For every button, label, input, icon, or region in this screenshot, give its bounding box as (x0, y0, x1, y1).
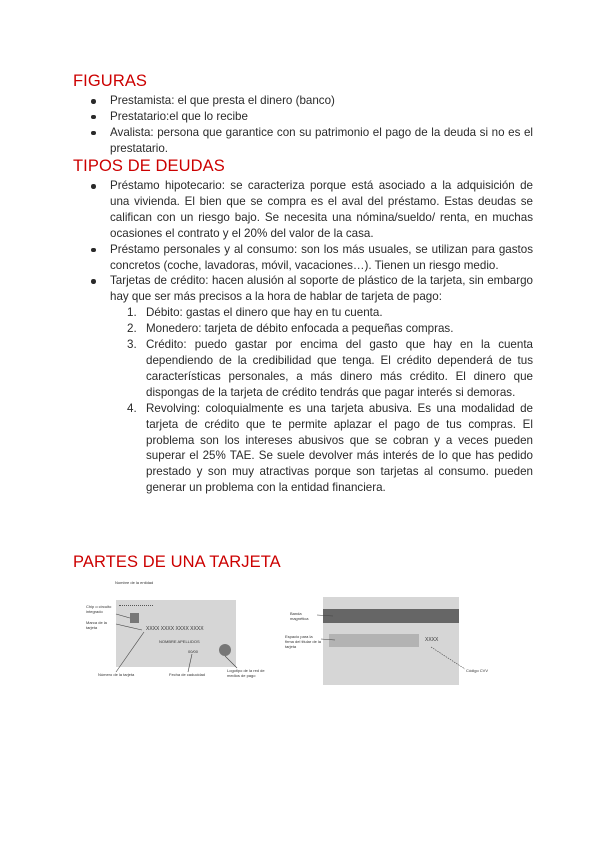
list-item: Préstamo hipotecario: se caracteriza porque está asociado a la adquisición de una vivienda. El bien que se compra es el aval del préstamo. Estas deudas se califican con un riesgo bajo. Se necesita una nómina/sueldo/ renta, en muchas ocasiones el contrato y el 20% del valor de la casa. (73, 178, 533, 242)
tipos-list (73, 178, 533, 496)
list-item: Avalista: persona que garantice con su patrimonio el pago de la deuda si no es el prestatario. (73, 125, 533, 157)
list-item: Préstamo personales y al consumo: son los más usuales, se utilizan para gastos concretos (coche, lavadoras, móvil, vacaciones…). Tienen un riesgo medio. (73, 242, 533, 274)
chip-label: Chip o circuito integrado (86, 604, 112, 614)
card-expiry: 00/00 (188, 649, 199, 654)
cvv-code: XXXX (425, 637, 439, 643)
numbered-item: 4. Revolving: coloquialmente es una tarjeta abusiva. Es una modalidad de tarjeta de crédito que te permite aplazar el pago de tus compras. El problema son los intereses abusivos que se cobran y a veces pueden superar el 25% TAE. Se suele devolver más interés de lo que has pedido prestado y son muy atractivas porque son tarjetas al consumo. pueden generar un problema con la entidad financiera. (127, 401, 533, 495)
expiry-label: Fecha de caducidad (169, 672, 206, 677)
heading-tipos-de-deudas: TIPOS DE DEUDAS (73, 157, 225, 175)
list-item: Prestatario:el que lo recibe (73, 109, 533, 125)
numbered-item: 1. Débito: gastas el dinero que hay en tu cuenta. (127, 306, 383, 320)
numbered-item: 2. Monedero: tarjeta de débito enfocada a pequeñas compras. (127, 322, 454, 336)
card-number: XXXX XXXX XXXX XXXX (146, 626, 204, 632)
card-types-list (127, 305, 533, 496)
card-back-figure (285, 597, 489, 692)
list-item (73, 273, 533, 496)
heading-partes-tarjeta: PARTES DE UNA TARJETA (73, 553, 281, 571)
card-back-pointers (285, 597, 485, 692)
stripe-label: Banda magnética (290, 611, 309, 621)
numbered-item: 3. Crédito: puedo gastar por encima del gasto que hay en la cuenta dependiendo de la credibilidad que tenga. El crédito dependerá de tus características personales, a más dinero más crédito. El dinero que dispongas de la tarjeta de crédito tendrás que pagar interés si demoras. (127, 338, 533, 399)
list-item-text: Tarjetas de crédito: hacen alusión al soporte de plástico de la tarjeta, sin embargo hay que ser más precisos a la hora de hablar de tarjeta de pago: (110, 274, 533, 304)
card-number-label: Número de la tarjeta (98, 672, 135, 677)
heading-figuras: FIGURAS (73, 72, 148, 90)
card-front-figure (82, 580, 272, 690)
card-front-pointers (82, 580, 272, 690)
signature-label: Espacio para la firma del titular de la tarjeta (285, 634, 322, 649)
card-holder-name: NOMBRE APELLIDOS (159, 639, 200, 644)
cvv-label: Código CVV (466, 668, 489, 673)
entity-name-label: Nombre de la entidad (115, 580, 154, 585)
figuras-list (73, 93, 533, 157)
brand-label: Marca de la tarjeta (86, 620, 107, 630)
list-item: Prestamista: el que presta el dinero (banco) (73, 93, 533, 109)
network-logo-label: Logotipo de la red de medios de pago (227, 668, 265, 678)
